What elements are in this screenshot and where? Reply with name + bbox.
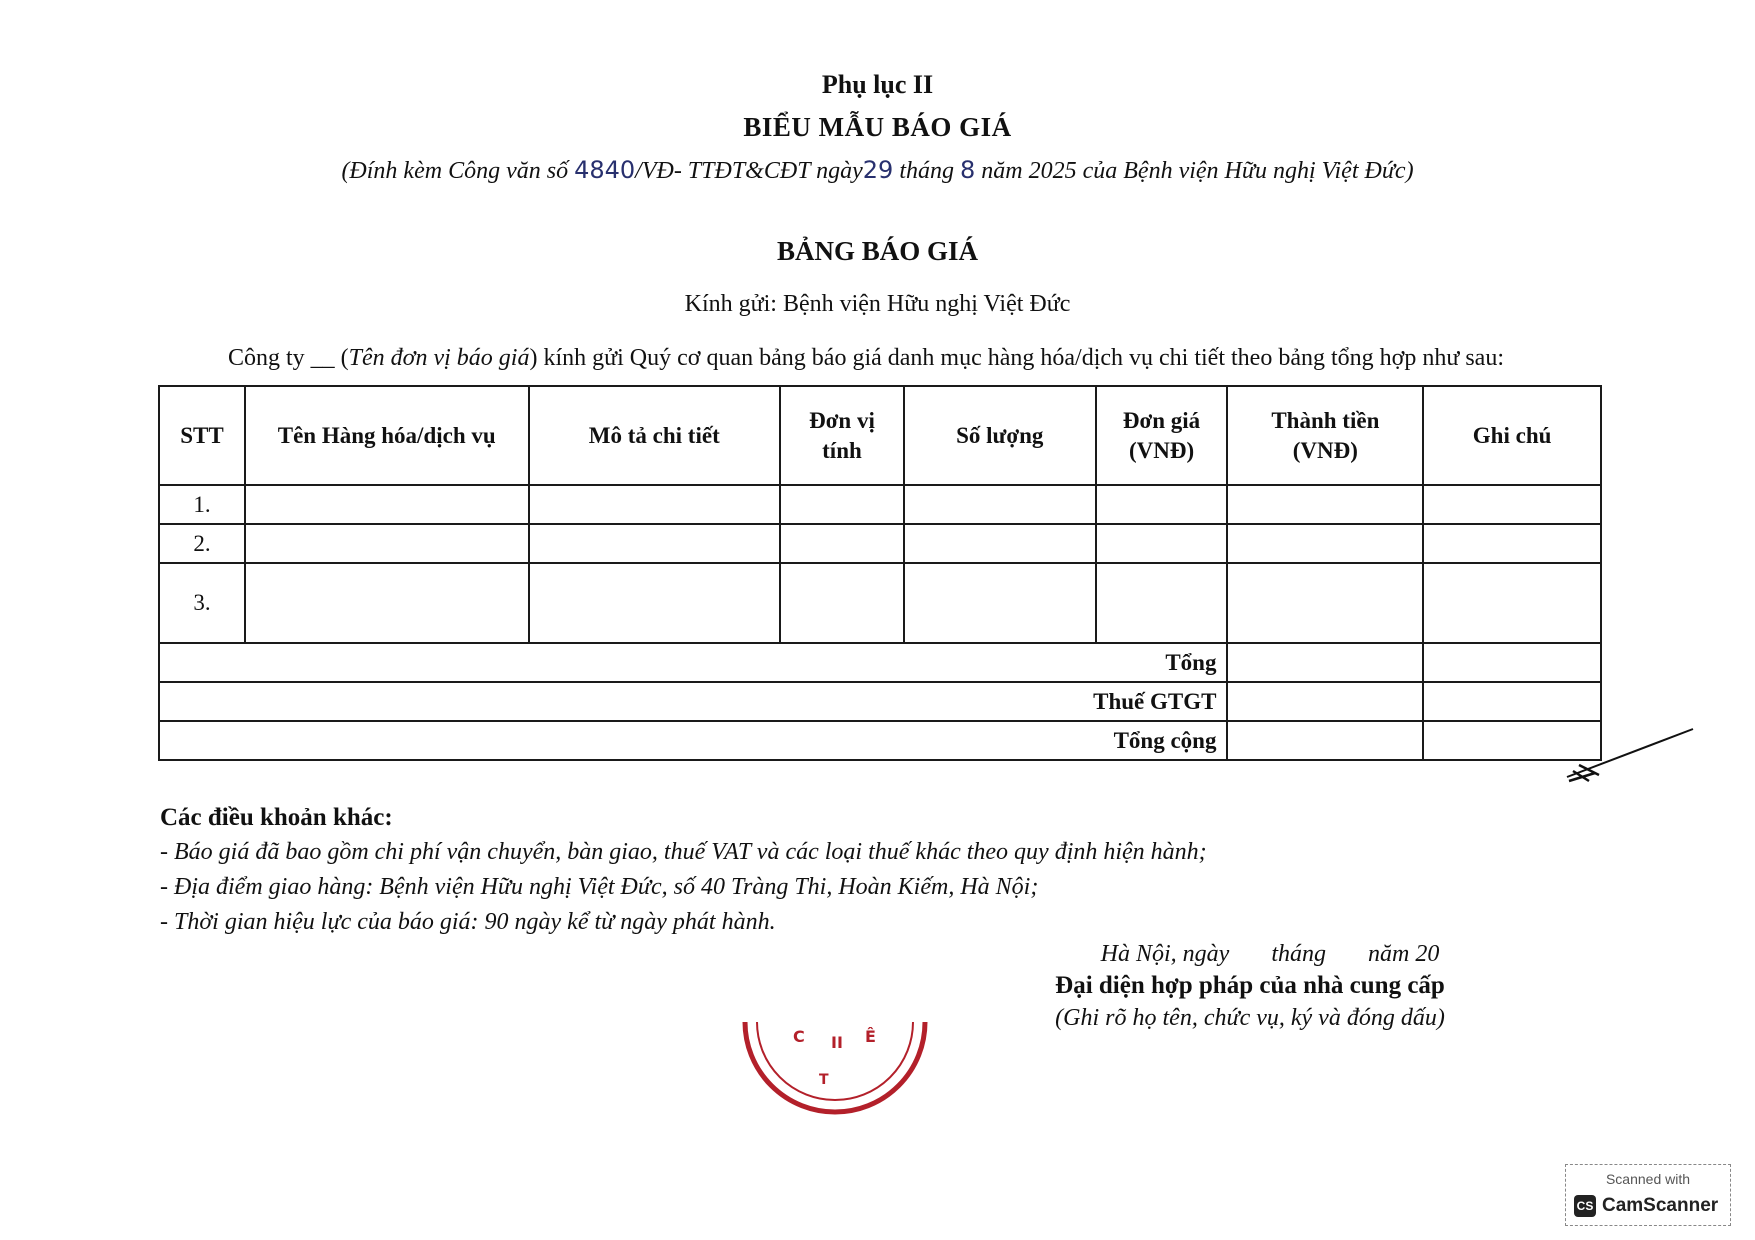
signature-date-b: tháng: [1271, 941, 1326, 967]
cell-qty[interactable]: [904, 563, 1096, 643]
handwritten-doc-number: 4840: [574, 156, 636, 184]
table-row: [159, 524, 1601, 563]
grand-total-label: Tổng cộng: [159, 721, 1227, 760]
row-stt: 1.: [159, 485, 245, 524]
terms-item: - Thời gian hiệu lực của báo giá: 90 ngày kể từ ngày phát hành.: [160, 909, 776, 935]
subtotal-note[interactable]: [1423, 643, 1601, 682]
camscanner-badge: [1565, 1164, 1731, 1226]
cell-total[interactable]: [1227, 524, 1423, 563]
header-total-l1: Thành tiền: [1271, 407, 1380, 433]
table-row: [159, 563, 1601, 643]
cell-price[interactable]: [1096, 563, 1228, 643]
attachment-note-part1: (Đính kèm Công văn số: [341, 158, 575, 184]
signature-date-c: năm 20: [1368, 941, 1440, 967]
svg-text:C: C: [793, 1027, 805, 1046]
cell-desc[interactable]: [529, 485, 781, 524]
summary-row-vat: [159, 682, 1601, 721]
attachment-note: [0, 156, 1755, 185]
header-name: Tên Hàng hóa/dịch vụ: [245, 386, 529, 485]
cell-name[interactable]: [245, 485, 529, 524]
table-row: [159, 485, 1601, 524]
cell-name[interactable]: [245, 524, 529, 563]
initial-signature-mark: [1565, 725, 1695, 785]
row-stt: 2.: [159, 524, 245, 563]
terms-item: - Địa điểm giao hàng: Bệnh viện Hữu nghị Việt Đức, số 40 Tràng Thi, Hoàn Kiếm, Hà Nội;: [160, 874, 1039, 900]
cell-unit[interactable]: [780, 524, 904, 563]
cell-total[interactable]: [1227, 563, 1423, 643]
signature-date-line: [1030, 938, 1470, 970]
form-title: BIỂU MẪU BÁO GIÁ: [743, 112, 1012, 142]
quotation-table: [158, 385, 1602, 761]
terms-heading: Các điều khoản khác:: [160, 804, 393, 831]
header-total: [1227, 386, 1423, 485]
attachment-note-part4: tháng: [893, 158, 960, 184]
cell-name[interactable]: [245, 563, 529, 643]
signature-role: Đại diện hợp pháp của nhà cung cấp: [1055, 972, 1445, 999]
other-terms: [160, 800, 1207, 940]
intro-paragraph: [228, 345, 1504, 372]
header-price-l2: (VNĐ): [1128, 437, 1195, 463]
terms-item: - Báo giá đã bao gồm chi phí vận chuyển, bàn giao, thuế VAT và các loại thuế khác theo quy định hiện hành;: [160, 839, 1207, 865]
cell-note[interactable]: [1423, 524, 1601, 563]
vat-note[interactable]: [1423, 682, 1601, 721]
header-qty: Số lượng: [904, 386, 1096, 485]
camscanner-brand: CamScanner: [1602, 1195, 1719, 1216]
intro-prefix: Công ty __ (: [228, 345, 349, 371]
subtotal-value[interactable]: [1227, 643, 1423, 682]
vat-label: Thuế GTGT: [159, 682, 1227, 721]
header-stt: STT: [159, 386, 245, 485]
header-unit-l2: tính: [822, 437, 862, 463]
header-price: [1096, 386, 1228, 485]
cell-unit[interactable]: [780, 485, 904, 524]
header-unit: [780, 386, 904, 485]
scanned-with-label: Scanned with: [1605, 1171, 1691, 1187]
signature-block: [1030, 938, 1470, 1034]
signature-note: (Ghi rõ họ tên, chức vụ, ký và đóng dấu): [1055, 1005, 1445, 1031]
cell-total[interactable]: [1227, 485, 1423, 524]
vat-value[interactable]: [1227, 682, 1423, 721]
recipient-line: Kính gửi: Bệnh viện Hữu nghị Việt Đức: [684, 291, 1071, 317]
header-price-l1: Đơn giá: [1122, 407, 1201, 433]
camscanner-logo-icon: CS: [1574, 1195, 1596, 1217]
table-header-row: [159, 386, 1601, 485]
intro-suffix: ) kính gửi Quý cơ quan bảng báo giá danh mục hàng hóa/dịch vụ chi tiết theo bảng tổng hợp như sau:: [529, 345, 1504, 371]
svg-text:Ê: Ê: [865, 1027, 876, 1046]
header-desc: Mô tả chi tiết: [529, 386, 781, 485]
summary-row-subtotal: [159, 643, 1601, 682]
cell-price[interactable]: [1096, 524, 1228, 563]
red-stamp-seal: [735, 1012, 935, 1122]
row-stt: 3.: [159, 563, 245, 643]
svg-text:T: T: [819, 1072, 829, 1088]
svg-text:II: II: [831, 1033, 843, 1052]
handwritten-day: 29: [862, 156, 894, 184]
signature-date-a: Hà Nội, ngày: [1100, 941, 1230, 967]
attachment-note-part5: năm 2025 của Bệnh viện Hữu nghị Việt Đức): [975, 158, 1414, 184]
cell-unit[interactable]: [780, 563, 904, 643]
header-note: Ghi chú: [1423, 386, 1601, 485]
cell-note[interactable]: [1423, 485, 1601, 524]
table-title: BẢNG BÁO GIÁ: [776, 236, 979, 266]
attachment-note-part2: /VĐ- TTĐT&CĐT: [635, 158, 817, 184]
handwritten-month: 8: [959, 156, 976, 184]
attachment-note-part3: ngày: [816, 158, 863, 184]
header-total-l2: (VNĐ): [1292, 437, 1358, 463]
cell-price[interactable]: [1096, 485, 1228, 524]
cell-qty[interactable]: [904, 524, 1096, 563]
cell-desc[interactable]: [529, 563, 781, 643]
cell-note[interactable]: [1423, 563, 1601, 643]
subtotal-label: Tổng: [159, 643, 1227, 682]
cell-qty[interactable]: [904, 485, 1096, 524]
cell-desc[interactable]: [529, 524, 781, 563]
grand-total-value[interactable]: [1227, 721, 1423, 760]
appendix-label: Phụ lục II: [821, 70, 934, 99]
intro-italic: Tên đơn vị báo giá: [348, 345, 530, 371]
summary-row-grand-total: [159, 721, 1601, 760]
header-unit-l1: Đơn vị: [809, 407, 875, 433]
